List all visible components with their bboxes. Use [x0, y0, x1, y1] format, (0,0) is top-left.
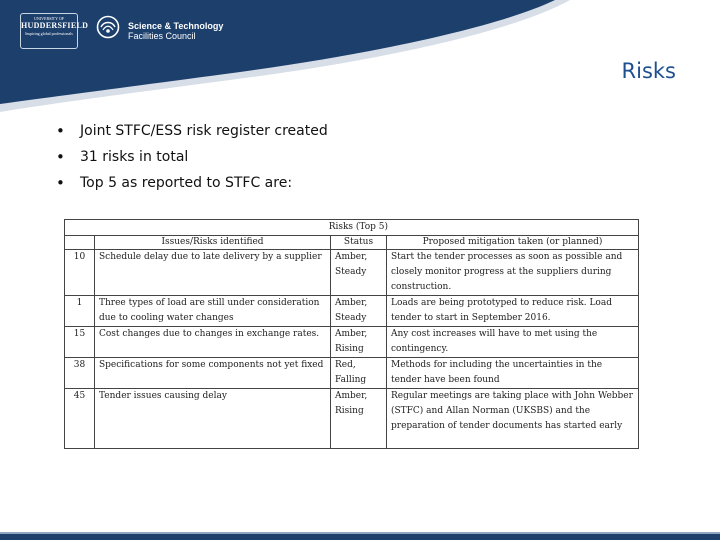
risk-status: Amber, Rising [331, 389, 387, 449]
university-logo-sub: Inspiring global professionals [25, 31, 73, 36]
risk-status: Amber, Steady [331, 296, 387, 327]
risk-id: 1 [65, 296, 95, 327]
university-logo [20, 13, 89, 49]
risk-id: 45 [65, 389, 95, 449]
bullet-list [56, 121, 328, 199]
risk-issue: Three types of load are still under consideration due to cooling water changes [95, 296, 331, 327]
risk-table [64, 219, 639, 449]
risk-status: Amber, Steady [331, 250, 387, 296]
table-row [65, 250, 639, 296]
header-status: Status [331, 236, 387, 250]
header-mitigation: Proposed mitigation taken (or planned) [387, 236, 639, 250]
stfc-logo-text [128, 21, 223, 41]
stfc-logo-line2: Facilities Council [128, 31, 196, 41]
stfc-logo-line1: Science & Technology [128, 21, 224, 31]
university-logo-top: UNIVERSITY OF [34, 16, 64, 21]
risk-issue: Cost changes due to changes in exchange rates. [95, 327, 331, 358]
risk-id: 15 [65, 327, 95, 358]
risk-issue: Schedule delay due to late delivery by a supplier [95, 250, 331, 296]
risk-id: 10 [65, 250, 95, 296]
header-id [65, 236, 95, 250]
risk-mitigation: Any cost increases will have to met using the contingency. [387, 327, 639, 358]
page-title: Risks [621, 59, 676, 83]
footer-bar [0, 532, 720, 540]
risk-issue: Tender issues causing delay [95, 389, 331, 449]
table-row [65, 327, 639, 358]
table-row [65, 389, 639, 449]
bullet-item: • Joint STFC/ESS risk register created [56, 121, 328, 147]
risk-status: Amber, Rising [331, 327, 387, 358]
bullet-item: • Top 5 as reported to STFC are: [56, 173, 328, 199]
bullet-item: • 31 risks in total [56, 147, 328, 173]
risk-mitigation: Start the tender processes as soon as possible and closely monitor progress at the suppliers during construction. [387, 250, 639, 296]
risk-mitigation: Loads are being prototyped to reduce risk. Load tender to start in September 2016. [387, 296, 639, 327]
header-issue: Issues/Risks identified [95, 236, 331, 250]
table-row [65, 358, 639, 389]
risk-mitigation: Methods for including the uncertainties in the tender have been found [387, 358, 639, 389]
risk-status: Red, Falling [331, 358, 387, 389]
table-caption: Risks (Top 5) [65, 220, 639, 236]
stfc-logo-icon [96, 15, 120, 39]
university-logo-name: HUDDERSFIELD [21, 21, 89, 30]
table-row [65, 296, 639, 327]
risk-id: 38 [65, 358, 95, 389]
risk-mitigation: Regular meetings are taking place with John Webber (STFC) and Allan Norman (UKSBS) and the preparation of tender documents has started early [387, 389, 639, 449]
risk-issue: Specifications for some components not yet fixed [95, 358, 331, 389]
